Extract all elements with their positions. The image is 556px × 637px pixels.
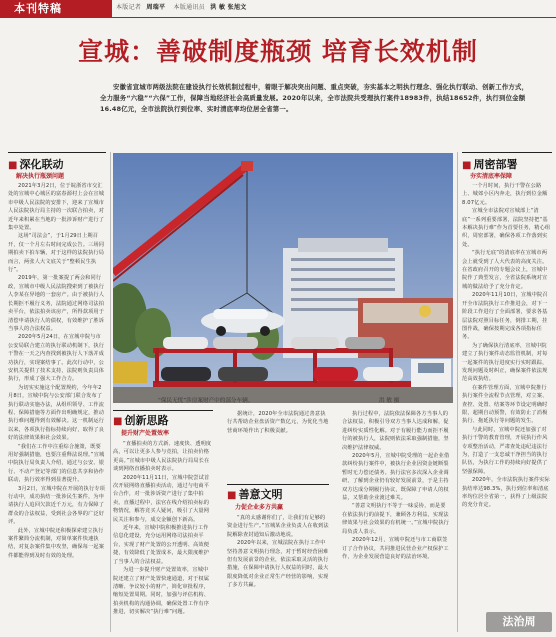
headline: 宣城：善破制度瓶颈 培育长效机制: [78, 37, 478, 66]
article-column-right: [462, 182, 552, 610]
section-title-right: ■ 周密部署: [462, 158, 518, 171]
paragraph: 2019年，第一批案提了两会和同行政，宣城市中级人民法院搜索到了被执行人李某在异地的一套房产。由于被执行人长期拒不履行义务，法院通过网络司法拍卖平台，依法拍卖该房产，所得款项用于清偿申请执行人的债权，有效维护了胜诉当事人的合法权益。: [8, 275, 105, 332]
page-header: [0, 0, 556, 17]
paragraph: 2021年3月2日，位于皖浙省市交汇处的宣城中心城区的富春源村上会在宣城市中级人民法院的安排下，迎来了宣城市人民法院执行局主持的一次联合拍卖，对近年来积累在当地的一批涉诉财产进行了集中处置。: [8, 183, 105, 232]
section-subtitle-left: 解决执行瓶颈问题: [16, 173, 65, 180]
article-column-middle2-top: [227, 410, 329, 482]
paragraph: “执行无底”的清底率在宣城市两会上就受到了人大代表的高度关注。在省政府召开的专题会议上，宣城中院作了典型发言，全省法院系统对宣城的做法给予了充分肯定。: [462, 250, 548, 290]
lead-paragraph: 安徽省宣城市两级法院在建设执行长效机制过程中，着眼于解决突出问题、重点突破，夯实基本之明执行理念、强化执行联动、创新工作方式，全力服务“六稳”“六保”工作，保障当地经济社会高质量发展。2020年以来，全市法院共受理执行案件18983件，执结18652件，执行到位金额16.48亿元，全市法院执行到位率、实时清底率均位居全省第一。: [100, 83, 529, 113]
article-column-middle2: [227, 514, 329, 632]
credit-name: 洪 敏 张旭文: [210, 4, 247, 11]
article-column-middle3: [342, 410, 450, 632]
paragraph: “直播拍卖的方式新、速度快、透明度高，可以让更多人参与竞拍，让拍卖价格更高。”宣城市中级人民法院执行局局长在谈到网络直播拍卖时表示。: [113, 441, 212, 473]
section-rule: [462, 152, 552, 153]
paragraph: 2020年5月24日，在宣城中院与市公安局联合建立的执行联动机制下，执行干警在一天之内查找到被执行人下落并成功执行，实现案结事了。此次行动中，公安机关提供了技术支持，法院则负责具体执行，形成了强大工作合力。: [8, 334, 105, 383]
section-title-middle1: ■ 创新思路: [113, 414, 169, 427]
paragraph: 2020年，全市法院执行案件实际执结率达98.3%，执行到位率和清底率均位居全省第一，获得了上级法院的充分肯定。: [462, 477, 550, 509]
section-title-left: ■ 深化联动: [8, 158, 64, 171]
photo-credit: 洪 敏 摄: [379, 398, 400, 404]
credit-name: 周瑞平: [146, 4, 166, 11]
section-subtitle-middle1: 提升财产处置效率: [121, 430, 170, 437]
paragraph: 据统计，2020年全市法院通过善意执行共帮助企业盘活资产数亿元，为优化当地营商环境作出了积极贡献。: [227, 411, 329, 434]
section-rule: [8, 152, 106, 153]
watermark-logo: 法治周: [486, 612, 552, 632]
paragraph: 2020年以来，宣城法院在执行工作中坚持善意文明执行理念，对于暂时经营困难但有发展前景的企业，依法采取灵活的执行措施，在保障申请执行人权益的同时，最大限度降低对企业正常生产经营的影响，实现了多方共赢。: [227, 540, 329, 589]
paragraph: 宣城全市法院对宣城部上“清底”一系列重要部署，法院坚持把“基本解决执行难”作为首要任务，精心组织，周密部署，确保各项工作落到实处。: [462, 208, 551, 248]
section-subtitle-right: 夯实清底率保障: [470, 173, 513, 180]
paragraph: 2020年11月10日，宣城中院召开全市法院执行工作推进会，对下一阶段工作进行了全面部署，要求各基层法院对照目标任务，倒排工期，挂图作战，确保按期完成各项指标任务。: [462, 292, 548, 341]
crane-lifting-car-illustration: [113, 153, 453, 403]
paragraph: “真的太感谢你们了，让我们有足够的资金进行生产。”宣城某企业负责人在收到法院解除查封通知后激动地说。: [227, 515, 329, 538]
article-column-left: [8, 182, 106, 622]
credit-label: 本版通讯员: [173, 4, 206, 11]
paragraph: 一个月时间，执行干警在公路上、城郊小区内奔走，执行到位金额8.07亿元。: [462, 183, 548, 206]
paragraph: 3月2日，宣城中院在开展的执行专项行动中，成功执结一批涉民生案件，为申请执行人追回欠款近千万元，有力保障了群众的合法权益，受到社会各界的广泛好评。: [8, 485, 105, 526]
column-tag: 本刊特稿: [0, 0, 112, 17]
photo-caption-text: “保民无忧”涉房案财产中的部分车辆。: [158, 398, 254, 404]
paragraph: 为了确保执行清底率，宣城中院建立了执行案件动态监管机制，对每一起案件的执行进度实行实时跟踪，发现问题及时纠正，确保案件依法规范高效执结。: [462, 342, 548, 383]
section-rule: [113, 410, 213, 411]
paragraph: 为切实实施这个配置规约，今年年2月8日，宣城中院与公安部门联合发布了执行联动实施办法，从组织领导、工作流程、保障措施等方面作出明确规定，推动执行难问题得到有效解决。这一机制运行以来，各项执行指标持续向好，取得了良好的法律效果和社会效果。: [8, 384, 105, 442]
paragraph: 2020年5月，宣城中院受理的一起企业借款纠纷执行案件中，被执行企业因资金链断裂暂时无力偿还债务。执行法官多次深入企业调研，了解到企业仍有较好发展前景，于是主持双方达成分期履行协议，既保障了申请人的权益，又帮助企业渡过难关。: [342, 453, 450, 502]
paragraph: “我们在工作中注重综合施策，既要用好强制措施，也要注重释法说理。”宣城中院执行局负责人介绍，通过与公安、银行、不动产登记等部门的信息共享和协作联动，执行效率得到显著提升。: [8, 443, 105, 484]
credit-label: 本版记者: [116, 4, 142, 11]
paragraph: 这场“司法会”，于1月29日上期召开，仅一个月左右时间完成公告。三场同期拍卖下拍车辆，对于这样的法院执行局而言，两张人大文底关于“整顿民生执行”。: [8, 233, 105, 274]
paragraph: 为进一步提升财产处置效率，宣城中院还建立了财产处置快速通道，对于权属清晰、争议较小的财产，简化审批程序，缩短处置周期。同时，加强与评估机构、拍卖机构的沟通协调，确保处置工作有序推进，切实解决“执行难”问题。: [113, 567, 210, 616]
section-title-middle2: ■ 善意文明: [227, 488, 283, 501]
column-divider: [110, 152, 111, 632]
paragraph: 2020年12月，宣城中院还与市工商联签订了合作协议，共同推进民营企业产权保护工作，为企业发展营造良好的法治环境。: [342, 537, 449, 560]
paragraph: 近年来，宣城中院积极推进执行工作信息化建设，充分运用网络司法拍卖平台，实现了财产处置的公开透明、高效便捷，有效降低了处置成本，最大限度维护了当事人的合法权益。: [113, 525, 210, 565]
paragraph: “善意文明执行不等于一味妥协，而是要在依法执行的前提下，兼顾各方利益，实现法律效果与社会效果的有机统一。”宣城中院执行局负责人表示。: [342, 503, 449, 535]
section-rule: [227, 484, 329, 485]
section-subtitle-middle2: 力促企业多方共赢: [235, 504, 284, 511]
paragraph: 此外，宣城中院还积极探索建立执行案件繁简分流机制，对简单案件快速执结，对复杂案件集中攻坚，确保每一起案件都能得到及时有效的处理。: [8, 527, 105, 559]
paragraph: 在案件管理方面，宣城中院推行执行案件全流程节点管理，对立案、查控、处置、结案等环节设定明确时限，超期自动预警，有效防止了消极执行、拖延执行等问题的发生。: [462, 384, 548, 425]
credits-line: [116, 2, 253, 11]
paragraph: 2020年11月11日，宣城中院尝试首次开展网络直播拍卖活动，通过与电商平台合作，对一批涉诉资产进行了集中拍卖。直播过程中，法官在线介绍拍卖标的物情况，解答竞买人疑问，吸引了大量网民关注和参与，成交金额创下新高。: [113, 474, 210, 523]
paragraph: 与此同时，宣城中院还加强了对执行干警的教育管理，开展执行作风专项整治活动，严肃查处违纪违法行为，打造了一支忠诚干净担当的执行队伍，为执行工作的持续向好提供了坚强保障。: [462, 426, 548, 475]
news-photo: [113, 153, 453, 403]
header-rule: [0, 17, 556, 18]
article-column-middle1: [113, 440, 213, 632]
paragraph: 执行过程中，法院依法保障各方当事人的合法权益，积极引导双方当事人达成和解，促进纠纷实质性化解。对于有履行能力而拒不履行的被执行人，法院则依法采取强制措施，坚决维护法律权威。: [342, 411, 449, 451]
column-divider: [457, 152, 458, 632]
